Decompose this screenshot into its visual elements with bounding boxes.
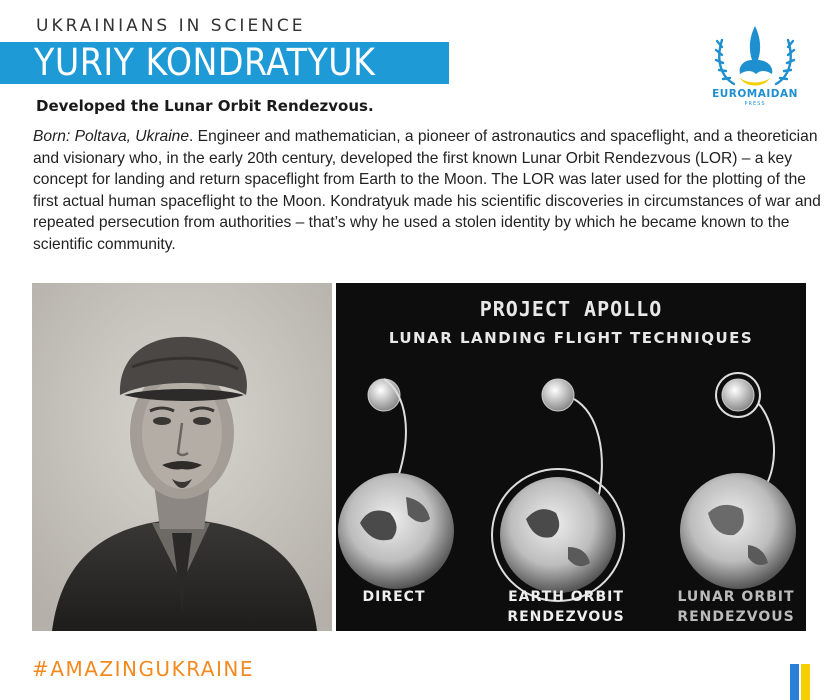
biography-text: [33, 126, 823, 255]
caption-earth-orbit-line2: RENDEZVOUS: [507, 609, 625, 625]
caption-lunar-orbit-line2: RENDEZVOUS: [677, 609, 795, 625]
caption-lunar-orbit-line1: LUNAR ORBIT: [677, 589, 795, 605]
hashtag[interactable]: #AMAZINGUKRAINE: [32, 657, 254, 681]
flight-diagrams: [336, 283, 806, 631]
born-label: Born: Poltava, Ukraine: [33, 128, 190, 145]
apollo-slide: [336, 283, 806, 631]
lunar-orbit-diagram: [680, 373, 796, 589]
ukraine-flag-icon: [790, 664, 810, 700]
apollo-title: PROJECT APOLLO: [479, 297, 663, 321]
caption-earth-orbit-line1: EARTH ORBIT: [508, 589, 624, 605]
logo-sub: PRESS: [744, 101, 766, 107]
earth-orbit-diagram: [492, 379, 624, 601]
caption-earth-orbit: [496, 587, 636, 627]
logo-name: EUROMAIDAN: [712, 88, 798, 100]
caption-direct-line1: DIRECT: [362, 589, 426, 605]
caption-lunar-orbit: [666, 587, 806, 627]
series-label: UKRAINIANS IN SCIENCE: [36, 16, 306, 36]
portrait-photo: [32, 283, 332, 631]
apollo-subtitle: LUNAR LANDING FLIGHT TECHNIQUES: [388, 329, 754, 347]
page-title: YURIY KONDRATYUK: [34, 41, 376, 84]
direct-diagram: [338, 379, 454, 589]
subtitle: Developed the Lunar Orbit Rendezvous.: [36, 97, 374, 115]
portrait-image: [32, 283, 332, 631]
caption-direct: [344, 587, 444, 607]
biography-paragraph: . Engineer and mathematician, a pioneer of astronautics and spaceflight, and a theoretician and visionary who, in the early 20th century, developed the first known Lunar Orbit Rendezvous (LOR) – a key concept for landing and return spaceflight from Earth to the Moon. The LOR was later used for the plotting of the first actual human spaceflight to the Moon. Kondratyuk made his scientific discoveries in circumstances of war and repeated persecution from authorities – that’s why he used a stolen identity by which he became known to the scientific community.: [33, 128, 821, 253]
